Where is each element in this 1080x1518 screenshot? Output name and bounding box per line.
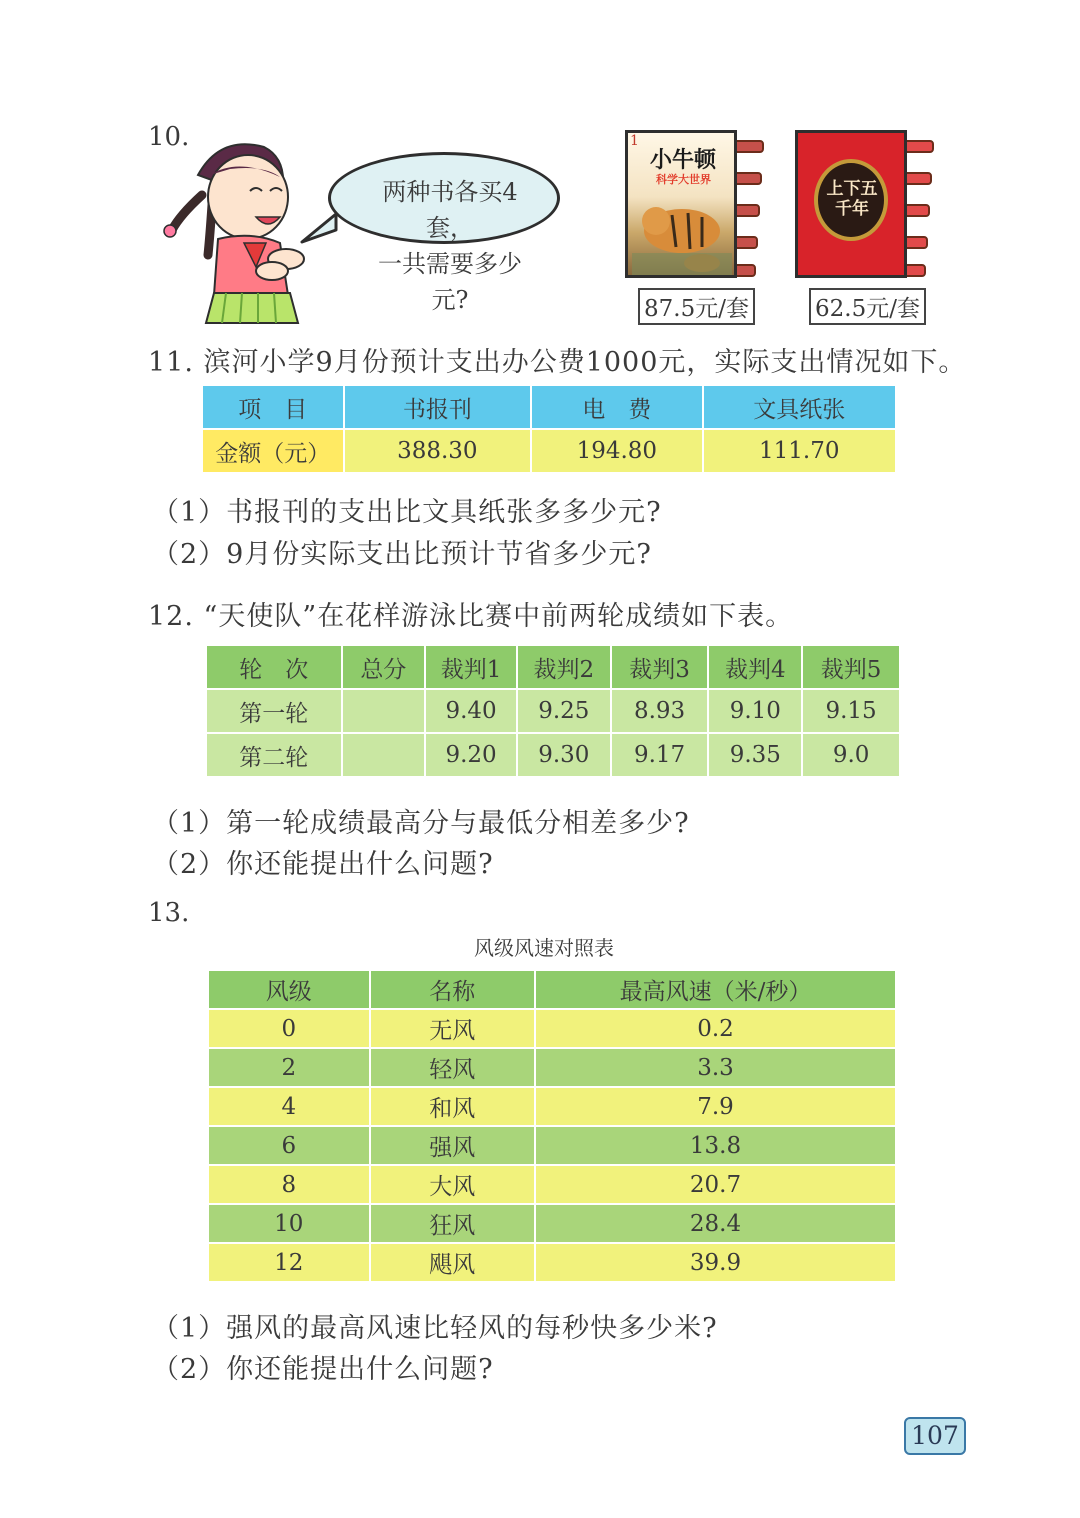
wind-cell: 39.9 xyxy=(535,1243,896,1282)
wind-table-row xyxy=(208,1243,896,1282)
score-cell: 9.40 xyxy=(425,689,517,733)
score-header-cell: 裁判3 xyxy=(611,645,709,689)
problem-11-text: 11. 滨河小学9月份预计支出办公费1000元，实际支出情况如下。 xyxy=(148,347,967,378)
score-cell: 9.10 xyxy=(708,689,802,733)
problem-10-number: 10. xyxy=(148,122,190,152)
wind-table-caption: 风级风速对照表 xyxy=(474,936,614,960)
wind-cell: 强风 xyxy=(370,1126,536,1165)
book-1-corner-number: 1 xyxy=(630,133,639,149)
wind-cell: 12 xyxy=(208,1243,370,1282)
wind-cell: 飓风 xyxy=(370,1243,536,1282)
expense-table-header xyxy=(202,385,896,429)
expense-cell: 194.80 xyxy=(531,429,703,473)
tiger-image xyxy=(632,191,732,275)
score-cell: 第一轮 xyxy=(206,689,342,733)
score-header-cell: 总分 xyxy=(342,645,426,689)
score-header-cell: 裁判2 xyxy=(517,645,611,689)
expense-cell: 111.70 xyxy=(703,429,896,473)
wind-cell: 4 xyxy=(208,1087,370,1126)
score-header-cell: 轮 次 xyxy=(206,645,342,689)
wind-table-row xyxy=(208,1048,896,1087)
wind-cell: 大风 xyxy=(370,1165,536,1204)
wind-cell: 和风 xyxy=(370,1087,536,1126)
wind-cell: 28.4 xyxy=(535,1204,896,1243)
book-2-title: 上下五千年 xyxy=(826,179,878,219)
problem-12-text: 12. “天使队”在花样游泳比赛中前两轮成绩如下表。 xyxy=(148,601,794,632)
score-cell: 第二轮 xyxy=(206,733,342,777)
wind-table xyxy=(207,969,897,1283)
book-2-price: 62.5元/套 xyxy=(809,288,926,325)
book-1-price: 87.5元/套 xyxy=(638,288,755,325)
score-table xyxy=(205,644,901,778)
wind-table-row xyxy=(208,1009,896,1048)
wind-cell: 20.7 xyxy=(535,1165,896,1204)
wind-cell: 狂风 xyxy=(370,1204,536,1243)
expense-header-cell: 电 费 xyxy=(531,385,703,429)
score-cell: 9.25 xyxy=(517,689,611,733)
problem-13-question-1: （1）强风的最高风速比轻风的每秒快多少米? xyxy=(152,1313,718,1344)
score-cell: 9.0 xyxy=(802,733,900,777)
score-cell: 9.30 xyxy=(517,733,611,777)
wind-header-cell: 风级 xyxy=(208,970,370,1009)
wind-cell: 13.8 xyxy=(535,1126,896,1165)
problem-12-question-1: （1）第一轮成绩最高分与最低分相差多少? xyxy=(152,808,690,839)
book-1-subtitle: 科学大世界 xyxy=(656,173,711,186)
score-cell: 8.93 xyxy=(611,689,709,733)
wind-table-row xyxy=(208,1165,896,1204)
speech-line-1: 两种书各买4套， xyxy=(382,178,518,242)
score-cell xyxy=(342,733,426,777)
wind-cell: 轻风 xyxy=(370,1048,536,1087)
book-cover-1 xyxy=(625,130,737,278)
girl-illustration xyxy=(160,135,320,325)
score-cell: 9.20 xyxy=(425,733,517,777)
expense-row-label: 金额（元） xyxy=(202,429,344,473)
book-1-title: 小牛顿 xyxy=(650,148,717,173)
score-cell: 9.17 xyxy=(611,733,709,777)
speech-bubble-tail xyxy=(300,208,340,248)
problem-13-question-2: （2）你还能提出什么问题? xyxy=(152,1354,494,1385)
wind-cell: 6 xyxy=(208,1126,370,1165)
expense-cell: 388.30 xyxy=(344,429,531,473)
wind-cell: 7.9 xyxy=(535,1087,896,1126)
wind-table-row xyxy=(208,1126,896,1165)
wind-table-header xyxy=(208,970,896,1009)
expense-table xyxy=(201,384,897,474)
expense-table-row xyxy=(202,429,896,473)
problem-11-question-2: （2）9月份实际支出比预计节省多少元? xyxy=(152,539,652,570)
wind-cell: 无风 xyxy=(370,1009,536,1048)
page-number: 107 xyxy=(904,1417,966,1455)
score-cell xyxy=(342,689,426,733)
score-header-cell: 裁判1 xyxy=(425,645,517,689)
expense-header-cell: 项 目 xyxy=(202,385,344,429)
wind-header-cell: 最高风速（米/秒） xyxy=(535,970,896,1009)
wind-cell: 0 xyxy=(208,1009,370,1048)
expense-header-cell: 书报刊 xyxy=(344,385,531,429)
book-cover-2 xyxy=(795,130,907,278)
score-cell: 9.15 xyxy=(802,689,900,733)
wind-header-cell: 名称 xyxy=(370,970,536,1009)
problem-11-question-1: （1）书报刊的支出比文具纸张多多少元? xyxy=(152,497,662,528)
wind-cell: 0.2 xyxy=(535,1009,896,1048)
wind-cell: 10 xyxy=(208,1204,370,1243)
expense-header-cell: 文具纸张 xyxy=(703,385,896,429)
wind-cell: 3.3 xyxy=(535,1048,896,1087)
speech-bubble-text xyxy=(360,174,540,318)
score-header-cell: 裁判4 xyxy=(708,645,802,689)
wind-table-row xyxy=(208,1204,896,1243)
wind-table-row xyxy=(208,1087,896,1126)
wind-cell: 2 xyxy=(208,1048,370,1087)
speech-line-2: 一共需要多少元? xyxy=(378,250,522,314)
score-header-cell: 裁判5 xyxy=(802,645,900,689)
problem-13-number: 13. xyxy=(148,898,190,928)
score-table-header xyxy=(206,645,900,689)
score-table-row xyxy=(206,733,900,777)
problem-12-question-2: （2）你还能提出什么问题? xyxy=(152,849,494,880)
score-table-row xyxy=(206,689,900,733)
score-cell: 9.35 xyxy=(708,733,802,777)
wind-cell: 8 xyxy=(208,1165,370,1204)
